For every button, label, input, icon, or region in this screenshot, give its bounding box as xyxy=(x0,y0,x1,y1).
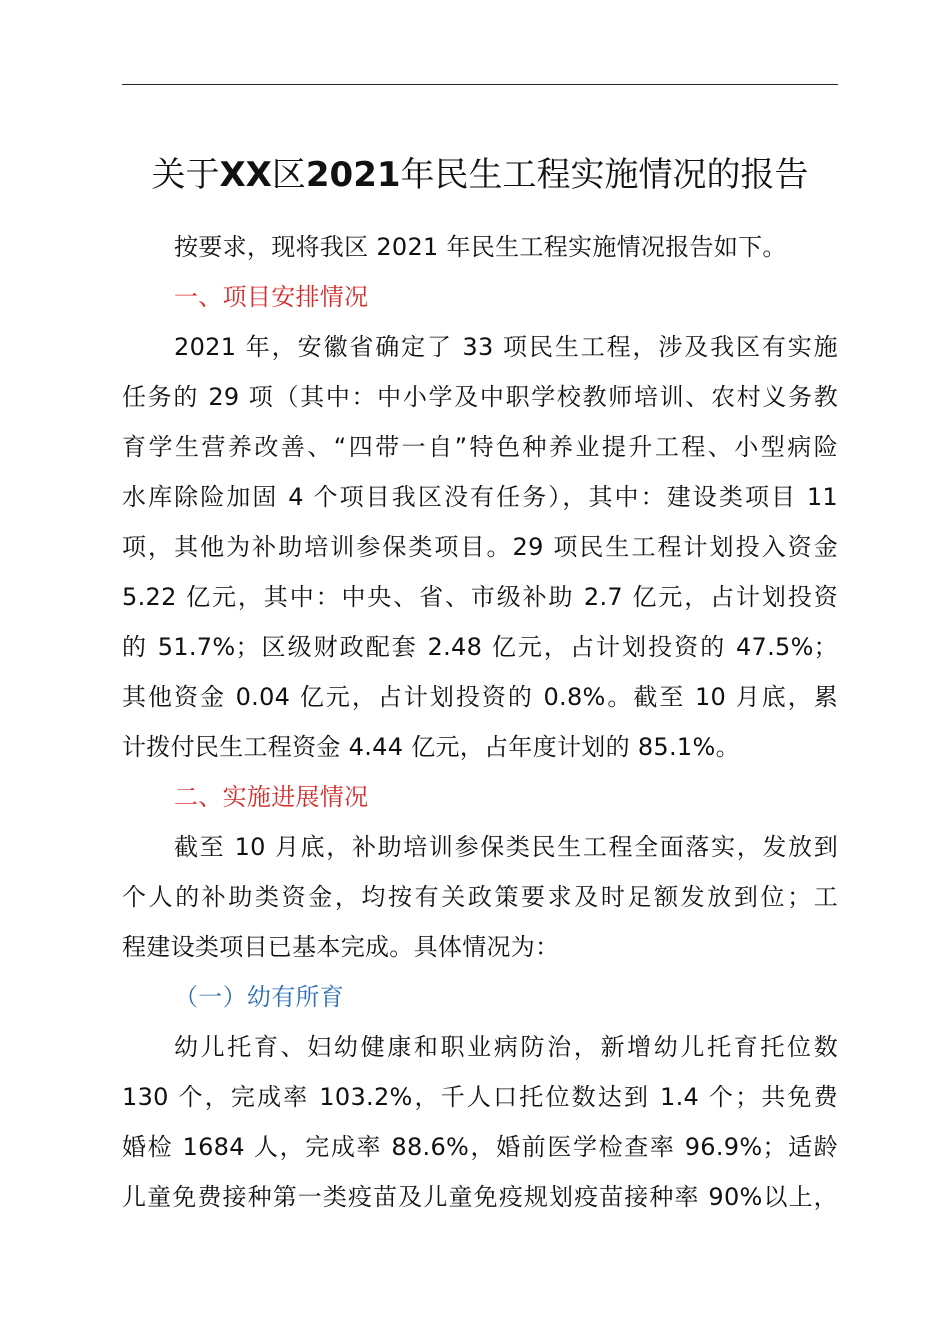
paragraph-line: 育学生营养改善、“四带一自”特色种养业提升工程、小型病险 xyxy=(122,433,838,461)
title-text-bold-region: XX xyxy=(219,155,272,195)
paragraph-line: 130 个，完成率 103.2%，千人口托位数达到 1.4 个；共免费 xyxy=(122,1083,838,1111)
paragraph-line: 项，其他为补助培训参保类项目。29 项民生工程计划投入资金 xyxy=(122,533,838,561)
paragraph-line: 2021 年，安徽省确定了 33 项民生工程，涉及我区有实施 xyxy=(174,333,838,361)
document-title xyxy=(122,150,838,200)
paragraph-line: 5.22 亿元，其中：中央、省、市级补助 2.7 亿元，占计划投资 xyxy=(122,583,838,611)
header-rule xyxy=(122,84,838,85)
title-text-bold-year: 2021 xyxy=(305,155,401,195)
paragraph-line: 其他资金 0.04 亿元，占计划投资的 0.8%。截至 10 月底，累 xyxy=(122,683,838,711)
paragraph-line: 儿童免费接种第一类疫苗及儿童免疫规划疫苗接种率 90%以上， xyxy=(122,1183,838,1211)
title-text-post: 年民生工程实施情况的报告 xyxy=(400,155,809,195)
paragraph-line: 截至 10 月底，补助培训参保类民生工程全面落实，发放到 xyxy=(174,833,838,861)
paragraph-line: 水库除险加固 4 个项目我区没有任务），其中：建设类项目 11 xyxy=(122,483,838,511)
title-text-pre: 关于 xyxy=(151,155,220,195)
paragraph-line: 个人的补助类资金，均按有关政策要求及时足额发放到位；工 xyxy=(122,883,838,911)
paragraph-line: 计拨付民生工程资金 4.44 亿元，占年度计划的 85.1%。 xyxy=(122,733,740,761)
subsection-heading-childcare: （一）幼有所育 xyxy=(174,983,345,1011)
paragraph-line: 任务的 29 项（其中：中小学及中职学校教师培训、农村义务教 xyxy=(122,383,838,411)
paragraph-line: 婚检 1684 人，完成率 88.6%，婚前医学检查率 96.9%；适龄 xyxy=(122,1133,838,1161)
section-heading-project-arrangement: 一、项目安排情况 xyxy=(174,283,369,311)
intro-paragraph: 按要求，现将我区 2021 年民生工程实施情况报告如下。 xyxy=(174,233,787,261)
paragraph-line: 幼儿托育、妇幼健康和职业病防治，新增幼儿托育托位数 xyxy=(174,1033,838,1061)
paragraph-line: 的 51.7%；区级财政配套 2.48 亿元，占计划投资的 47.5%； xyxy=(122,633,838,661)
section-heading-progress: 二、实施进展情况 xyxy=(174,783,369,811)
paragraph-line: 程建设类项目已基本完成。具体情况为： xyxy=(122,933,560,961)
title-text-mid: 区 xyxy=(271,155,306,195)
